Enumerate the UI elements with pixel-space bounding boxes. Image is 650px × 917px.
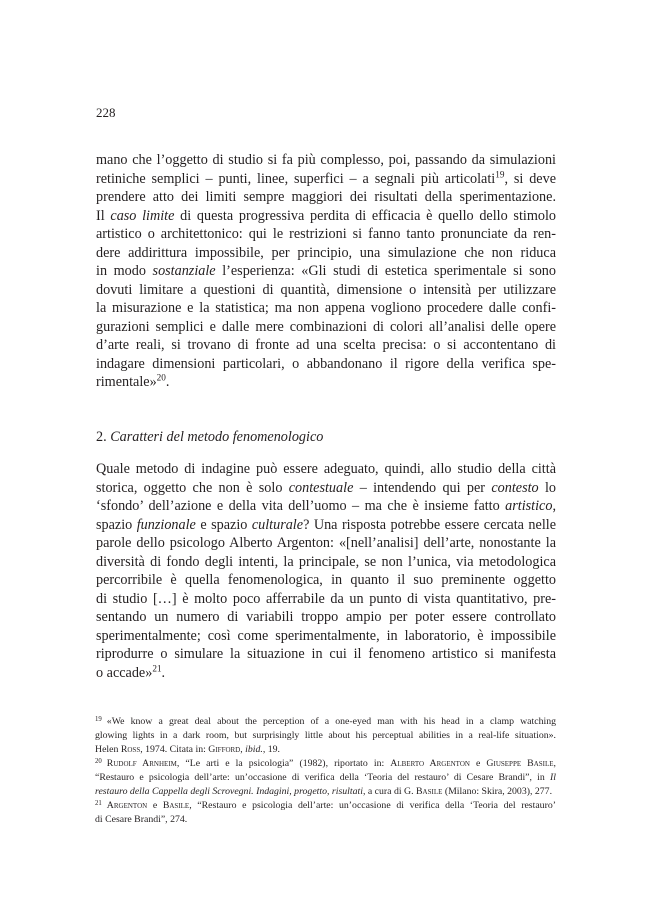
text-line xyxy=(95,799,556,813)
text-run: lo xyxy=(538,479,556,496)
text-run: d’arte reali, si trovano di fronte ad una scelta precisa: o si accontentano di xyxy=(96,337,556,353)
text-line xyxy=(96,281,556,300)
text-run: , “Le arti e la psicologia” (1982), riportato in: xyxy=(176,758,391,769)
italic-text: caso limite xyxy=(110,207,175,224)
text-run: sentando un numero di variabili troppo ampio per poter essere controllato xyxy=(96,609,556,625)
small-caps-text: Alberto Argenton xyxy=(390,758,470,769)
text-run: , xyxy=(553,758,556,769)
text-line xyxy=(96,608,556,627)
text-run: , 19. xyxy=(262,744,281,755)
footnote xyxy=(95,799,556,827)
text-run: la misurazione e la statistica; ma non appena vogliono procedere dalle confi- xyxy=(96,300,556,316)
text-run: di Cesare Brandi”, 274. xyxy=(95,814,188,825)
text-run: glowing lights in a dark room, but surprisingly little about his perceptual abilities in a real-life situation». xyxy=(95,730,556,741)
text-line xyxy=(96,460,556,479)
text-run: storica, oggetto che non è solo xyxy=(96,479,289,496)
small-caps-text: Basile xyxy=(416,786,443,797)
text-line xyxy=(96,151,556,170)
text-line xyxy=(95,771,556,785)
text-run: Il xyxy=(96,207,111,224)
text-run: «We know a great deal about the perception of a one-eyed man with his head in a clamp watching xyxy=(106,716,556,727)
text-run: sperimentalmente; così come sperimentalmente, in laboratorio, è impossibile xyxy=(96,627,556,644)
text-run: (Milano: Skira, 2003), 277. xyxy=(442,786,553,797)
text-run: mano che l’oggetto di studio si fa più complesso, poi, passando da simulazioni xyxy=(96,152,556,168)
section-heading-line xyxy=(96,428,556,447)
text-run: gurazioni semplici e dalle mere combinazioni di colori all’analisi delle opere xyxy=(96,318,556,335)
text-run: rimentale» xyxy=(96,374,157,390)
text-run: . xyxy=(165,374,170,390)
text-run: artistico o architettonico: qui le restrizioni si fanno tanto pronunciate da ren- xyxy=(96,226,556,242)
italic-text: culturale xyxy=(251,516,304,533)
text-run: di studio […] è molto poco afferrabile da un punto di vista quantitativo, pre- xyxy=(96,590,556,607)
text-line xyxy=(96,516,556,535)
text-run: e xyxy=(147,800,163,811)
text-run: ‘sfondo’ dell’azione e della vita dell’uomo – ma che è insieme fatto xyxy=(96,498,506,514)
text-line xyxy=(96,225,556,244)
text-line xyxy=(96,170,556,189)
footnote-reference: 20 xyxy=(156,372,166,383)
text-line xyxy=(96,571,556,590)
text-run: l’esperienza: «Gli studi di estetica sperimentale si sono xyxy=(215,263,556,279)
text-line xyxy=(96,373,556,392)
text-run: Quale metodo di indagine può essere adeguato, quindi, allo studio della città xyxy=(96,461,556,477)
text-run: dovuti limitare a questioni di quantità, dimensione o intensità per utilizzare xyxy=(96,281,556,298)
small-caps-text: Gifford xyxy=(208,744,241,755)
section-title: Caratteri del metodo fenomenologico xyxy=(110,429,324,445)
text-run: – intendendo qui per xyxy=(353,479,492,496)
italic-text: funzionale xyxy=(136,516,196,533)
text-line xyxy=(96,627,556,646)
text-line xyxy=(95,785,556,799)
footnote-reference: 21 xyxy=(152,662,162,673)
footnotes xyxy=(95,715,556,827)
text-run: , xyxy=(552,498,556,514)
italic-text: sostanziale xyxy=(152,263,216,279)
text-line xyxy=(95,743,556,757)
section-number: 2. xyxy=(96,429,107,445)
text-line xyxy=(96,664,556,683)
text-line xyxy=(96,318,556,337)
small-caps-text: Rudolf Arnheim xyxy=(106,758,177,769)
text-run: , si deve xyxy=(504,170,556,187)
text-run: spazio xyxy=(96,516,137,533)
text-line xyxy=(96,553,556,572)
text-line xyxy=(95,715,556,729)
paragraph xyxy=(96,460,556,682)
text-run: riprodurre o simulare la situazione in cui il fenomeno artistico si manifesta xyxy=(96,646,556,662)
text-run: retiniche semplici – punti, linee, superfici – a segnali più articolati xyxy=(96,170,496,187)
text-run: indagare dimensioni particolari, o abbandonano il rigore della verifica spe- xyxy=(96,355,556,372)
text-line xyxy=(96,207,556,226)
text-line xyxy=(96,645,556,664)
text-line xyxy=(96,188,556,207)
text-run: dere addirittura impossibile, per principio, una simulazione che non riduca xyxy=(96,244,556,261)
text-run: . xyxy=(161,664,166,681)
small-caps-text: Ross xyxy=(120,744,141,755)
paragraph xyxy=(96,151,556,392)
italic-text: artistico xyxy=(505,498,553,514)
text-run: , 1974. Citata in: xyxy=(140,744,209,755)
footnote-number: 19 xyxy=(95,715,102,723)
text-line xyxy=(96,355,556,374)
text-line xyxy=(96,299,556,318)
text-line xyxy=(95,757,556,771)
text-run: e xyxy=(469,758,487,769)
section-heading xyxy=(96,428,556,447)
footnote xyxy=(95,715,556,757)
text-run: , xyxy=(240,744,246,755)
page-number: 228 xyxy=(96,105,116,120)
footnote-number: 20 xyxy=(95,757,102,765)
text-run: , “Restauro e psicologia dell’arte: un’occasione di verifica della ‘Teoria del restauro’ xyxy=(189,800,557,811)
italic-text: restauro della Cappella degli Scrovegni. Indagini, progetto, risultati xyxy=(95,786,363,797)
italic-text: contestuale xyxy=(288,479,354,496)
text-run: prendere atto dei limiti sempre maggiori dei risultati della sperimentazione. xyxy=(96,189,556,205)
text-line xyxy=(96,262,556,281)
text-run: parole dello psicologo Alberto Argenton: «[nell’analisi] dell’arte, nonostante la xyxy=(96,535,556,551)
text-line xyxy=(96,336,556,355)
text-line xyxy=(95,813,556,827)
footnote-reference: 19 xyxy=(495,168,505,179)
text-run: in modo xyxy=(96,263,153,279)
text-run: di questa progressiva perdita di efficacia è quello dello stimolo xyxy=(174,207,556,224)
footnote xyxy=(95,757,556,799)
text-run: Helen xyxy=(95,744,121,755)
footnote-number: 21 xyxy=(95,799,102,807)
text-line xyxy=(96,590,556,609)
italic-text: Il xyxy=(550,772,556,783)
small-caps-text: Giuseppe Basile xyxy=(486,758,554,769)
small-caps-text: Argenton xyxy=(106,800,148,811)
text-run: , a cura di G. xyxy=(362,786,416,797)
text-run: percorribile è quella fenomenologica, in quanto il suo preminente oggetto xyxy=(96,572,556,588)
text-run: e spazio xyxy=(195,516,252,533)
text-run: diversità di fondo degli intenti, la principale, se non l’unica, via metodologica xyxy=(96,553,556,570)
text-line xyxy=(96,244,556,263)
italic-text: ibid. xyxy=(245,744,263,755)
text-run: o accade» xyxy=(96,664,153,681)
text-line xyxy=(96,479,556,498)
text-line xyxy=(96,534,556,553)
italic-text: contesto xyxy=(491,479,539,496)
text-run: “Restauro e psicologia dell’arte: un’occasione di verifica della ‘Teoria del restauro’ di Cesare Brandi”, in xyxy=(95,772,551,783)
text-line xyxy=(96,497,556,516)
text-line xyxy=(95,729,556,743)
text-run: ? Una risposta potrebbe essere cercata nelle xyxy=(303,516,556,533)
small-caps-text: Basile xyxy=(162,800,190,811)
